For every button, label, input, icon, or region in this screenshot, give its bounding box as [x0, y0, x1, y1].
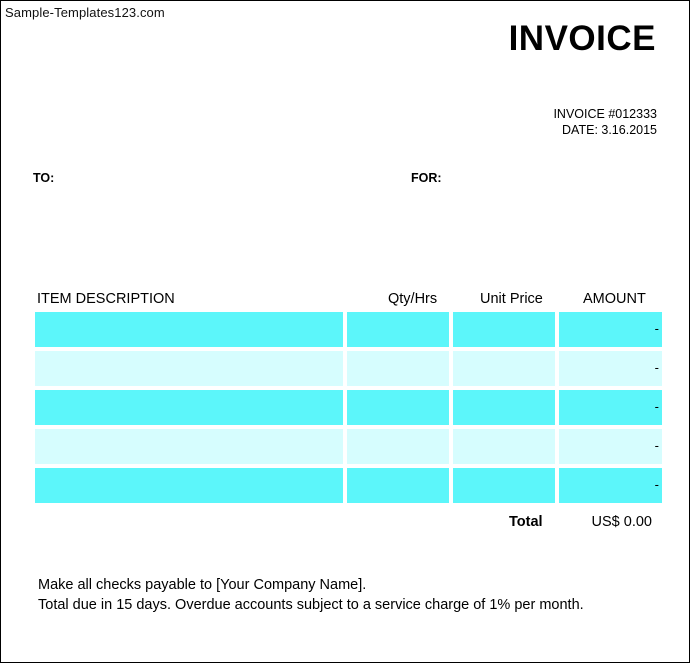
description-cell[interactable]	[35, 351, 343, 386]
invoice-number: INVOICE #012333	[553, 107, 657, 121]
header-item-description: ITEM DESCRIPTION	[37, 291, 175, 307]
invoice-title: INVOICE	[508, 19, 656, 58]
amount-cell[interactable]	[559, 468, 662, 503]
due-terms: Total due in 15 days. Overdue accounts subject to a service charge of 1% per month.	[38, 597, 584, 613]
description-cell[interactable]	[35, 312, 343, 347]
amount-value: -	[654, 321, 659, 336]
amount-value: -	[654, 477, 659, 492]
unit-price-cell[interactable]	[453, 468, 555, 503]
amount-cell[interactable]	[559, 390, 662, 425]
amount-cell[interactable]	[559, 429, 662, 464]
qty-cell[interactable]	[347, 390, 449, 425]
payment-instructions: Make all checks payable to [Your Company Name].	[38, 577, 367, 593]
unit-price-cell[interactable]	[453, 312, 555, 347]
table-row	[35, 312, 662, 347]
watermark-text: Sample-Templates123.com	[5, 5, 165, 20]
unit-price-cell[interactable]	[453, 429, 555, 464]
description-cell[interactable]	[35, 468, 343, 503]
qty-cell[interactable]	[347, 429, 449, 464]
amount-value: -	[654, 399, 659, 414]
amount-cell[interactable]	[559, 351, 662, 386]
description-cell[interactable]	[35, 429, 343, 464]
description-cell[interactable]	[35, 390, 343, 425]
amount-value: -	[654, 360, 659, 375]
qty-cell[interactable]	[347, 312, 449, 347]
amount-value: -	[654, 438, 659, 453]
table-row	[35, 468, 662, 503]
invoice-meta	[553, 106, 657, 138]
invoice-date: DATE: 3.16.2015	[562, 123, 657, 137]
payment-terms	[38, 575, 584, 615]
amount-cell[interactable]	[559, 312, 662, 347]
header-unit-price: Unit Price	[480, 291, 543, 307]
unit-price-cell[interactable]	[453, 351, 555, 386]
qty-cell[interactable]	[347, 468, 449, 503]
header-amount: AMOUNT	[583, 291, 646, 307]
table-row	[35, 351, 662, 386]
for-label: FOR:	[411, 171, 442, 185]
table-row	[35, 390, 662, 425]
unit-price-cell[interactable]	[453, 390, 555, 425]
to-label: TO:	[33, 171, 55, 185]
total-value: US$ 0.00	[591, 514, 652, 530]
header-qty-hrs: Qty/Hrs	[388, 291, 438, 307]
table-row	[35, 429, 662, 464]
total-label: Total	[509, 514, 543, 530]
qty-cell[interactable]	[347, 351, 449, 386]
